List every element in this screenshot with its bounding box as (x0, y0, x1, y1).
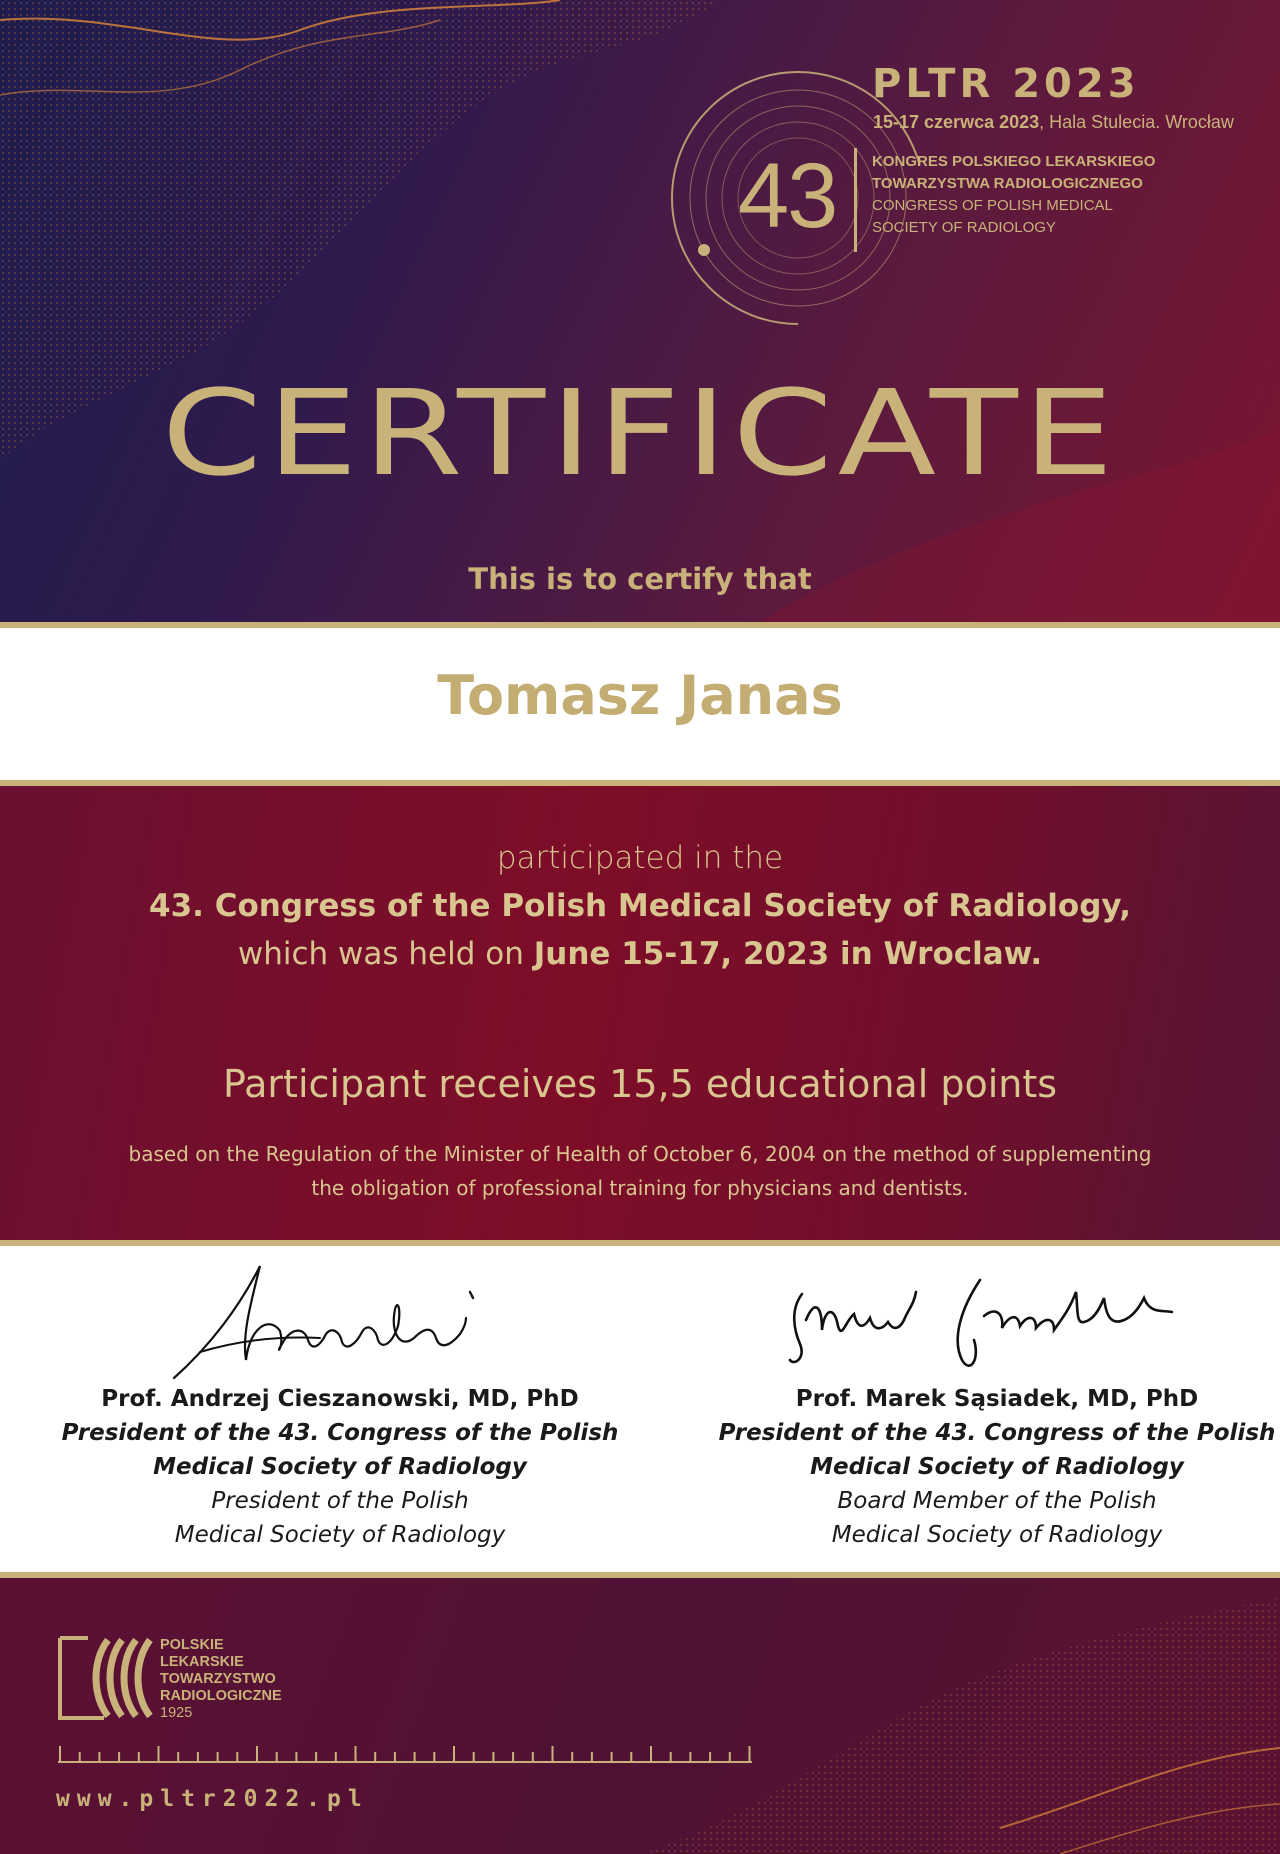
signatory-2-role-bold-line2: Medical Society of Radiology (810, 1454, 1184, 1480)
signatory-1-role-bold-line2: Medical Society of Radiology (153, 1454, 527, 1480)
regulation-line1: based on the Regulation of the Minister of Health of October 6, 2004 on the method of supplementing (128, 1142, 1152, 1166)
recipient-name: Tomasz Janas (437, 664, 843, 727)
congress-pl-line2: TOWARZYSTWA RADIOLOGICZNEGO (872, 175, 1143, 192)
society-line3: TOWARZYSTWO (160, 1671, 276, 1687)
header-band (0, 0, 1280, 622)
website-link[interactable]: www.pltr2022.pl (56, 1786, 369, 1812)
signature-sasiadek-icon (784, 1270, 1204, 1380)
society-name (160, 1637, 282, 1722)
event-title: PLTR 2023 (872, 61, 1140, 107)
regulation-line2: the obligation of professional training for physicians and dentists. (311, 1176, 969, 1200)
society-year: 1925 (160, 1705, 193, 1721)
points-line: Participant receives 15,5 educational points (222, 1062, 1058, 1106)
congress-pl-line1: KONGRES POLSKIEGO LEKARSKIEGO (872, 153, 1156, 170)
event-venue: , Hala Stulecia. Wrocław (1039, 112, 1234, 132)
signatory-1 (30, 1382, 650, 1552)
congress-line: 43. Congress of the Polish Medical Society of Radiology, (149, 888, 1131, 924)
congress-name (872, 151, 1155, 239)
signatory-1-role-bold-line1: President of the 43. Congress of the Polish (61, 1420, 619, 1446)
decorative-ruler (58, 1744, 758, 1764)
congress-en-line2: SOCIETY OF RADIOLOGY (872, 219, 1056, 236)
society-line1: POLSKIE (160, 1637, 224, 1653)
signatory-1-role-line2: Medical Society of Radiology (174, 1522, 506, 1548)
signatory-2 (687, 1382, 1280, 1552)
society-line4: RADIOLOGICZNE (160, 1688, 282, 1704)
society-line2: LEKARSKIE (160, 1654, 244, 1670)
signatory-2-role-bold-line1: President of the 43. Congress of the Polish (718, 1420, 1276, 1446)
participated-text: participated in the (496, 840, 784, 876)
logo-divider (854, 148, 857, 252)
held-prefix: which was held on (237, 936, 534, 972)
society-logo-icon (58, 1636, 154, 1720)
signatory-1-name: Prof. Andrzej Cieszanowski, MD, PhD (101, 1386, 579, 1412)
signature-cieszanowski-icon (170, 1256, 550, 1386)
certificate-title: CERTIFICATE (161, 364, 1119, 502)
signatory-2-name: Prof. Marek Sąsiadek, MD, PhD (795, 1386, 1199, 1412)
signatory-2-role-line2: Medical Society of Radiology (831, 1522, 1163, 1548)
certify-text: This is to certify that (468, 562, 812, 596)
signatory-1-role-line1: President of the Polish (211, 1488, 469, 1514)
held-date: June 15-17, 2023 in Wroclaw. (533, 936, 1043, 972)
event-date (873, 112, 1234, 133)
logo-number: 43 (738, 145, 837, 247)
congress-en-line1: CONGRESS OF POLISH MEDICAL (872, 197, 1113, 214)
signatory-2-role-line1: Board Member of the Polish (837, 1488, 1157, 1514)
event-date-bold: 15-17 czerwca 2023 (873, 112, 1040, 132)
held-line (0, 936, 1280, 972)
